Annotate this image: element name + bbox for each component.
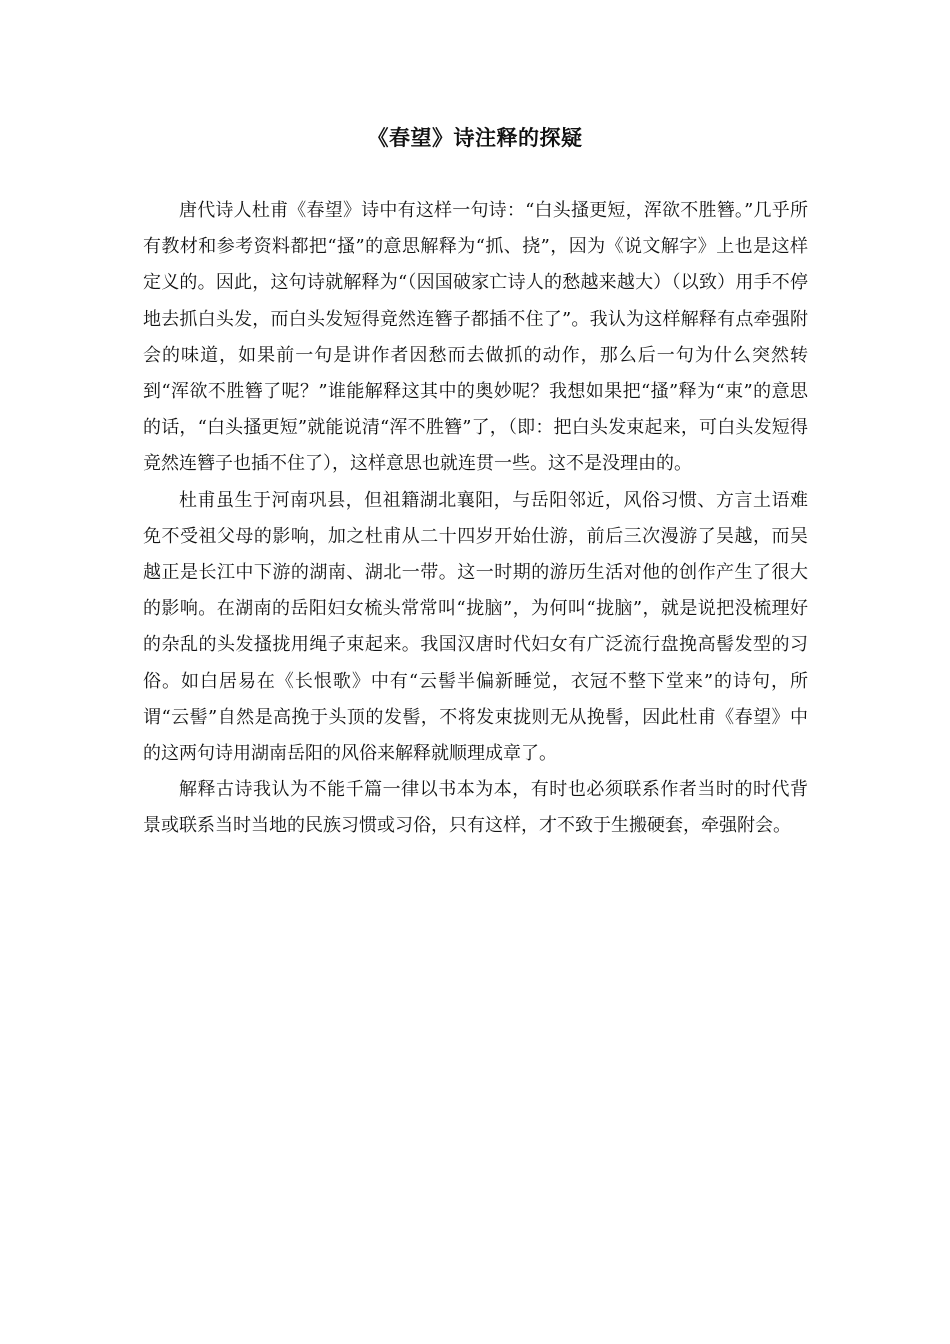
document-title: 《春望》诗注释的探疑: [367, 125, 583, 150]
paragraph: 杜甫虽生于河南巩县，但祖籍湖北襄阳，与岳阳邻近，风俗习惯、方言土语难免不受祖父母的影响，加之杜甫从二十四岁开始仕游，前后三次漫游了吴越，而吴越正是长江中下游的湖南、湖北一带。这一时期的游历生活对他的创作产生了很大的影响。在湖南的岳阳妇女梳头常常叫“拢脑”，为何叫“拢脑”，就是说把没梳理好的杂乱的头发搔拢用绳子束起来。我国汉唐时代妇女有广泛流行盘挽高髻发型的习俗。如白居易在《长恨歌》中有“云髻半偏新睡觉，衣冠不整下堂来”的诗句，所谓“云髻”自然是高挽于头顶的发髻，不将发束拢则无从挽髻，因此杜甫《春望》中的这两句诗用湖南岳阳的风俗来解释就顺理成章了。: [143, 489, 808, 765]
paragraph: 唐代诗人杜甫《春望》诗中有这样一句诗：“白头搔更短，浑欲不胜簪。”几乎所有教材和参考资料都把“搔”的意思解释为“抓、挠”，因为《说文解字》上也是这样定义的。因此，这句诗就解释为“（因国破家亡诗人的愁越来越大）（以致）用手不停地去抓白头发，而白头发短得竟然连簪子都插不住了”。我认为这样解释有点牵强附会的味道，如果前一句是讲作者因愁而去做抓的动作，那么后一句为什么突然转到“浑欲不胜簪了呢？”谁能解释这其中的奥妙呢？我想如果把“搔”释为“束”的意思的话，“白头搔更短”就能说清“浑不胜簪”了，（即：把白头发束起来，可白头发短得竟然连簪子也插不住了），这样意思也就连贯一些。这不是没理由的。: [143, 200, 808, 475]
paragraph: 解释古诗我认为不能千篇一律以书本为本，有时也必须联系作者当时的时代背景或联系当时当地的民族习惯或习俗，只有这样，才不致于生搬硬套，牵强附会。: [143, 779, 808, 837]
document-body: [143, 193, 808, 845]
